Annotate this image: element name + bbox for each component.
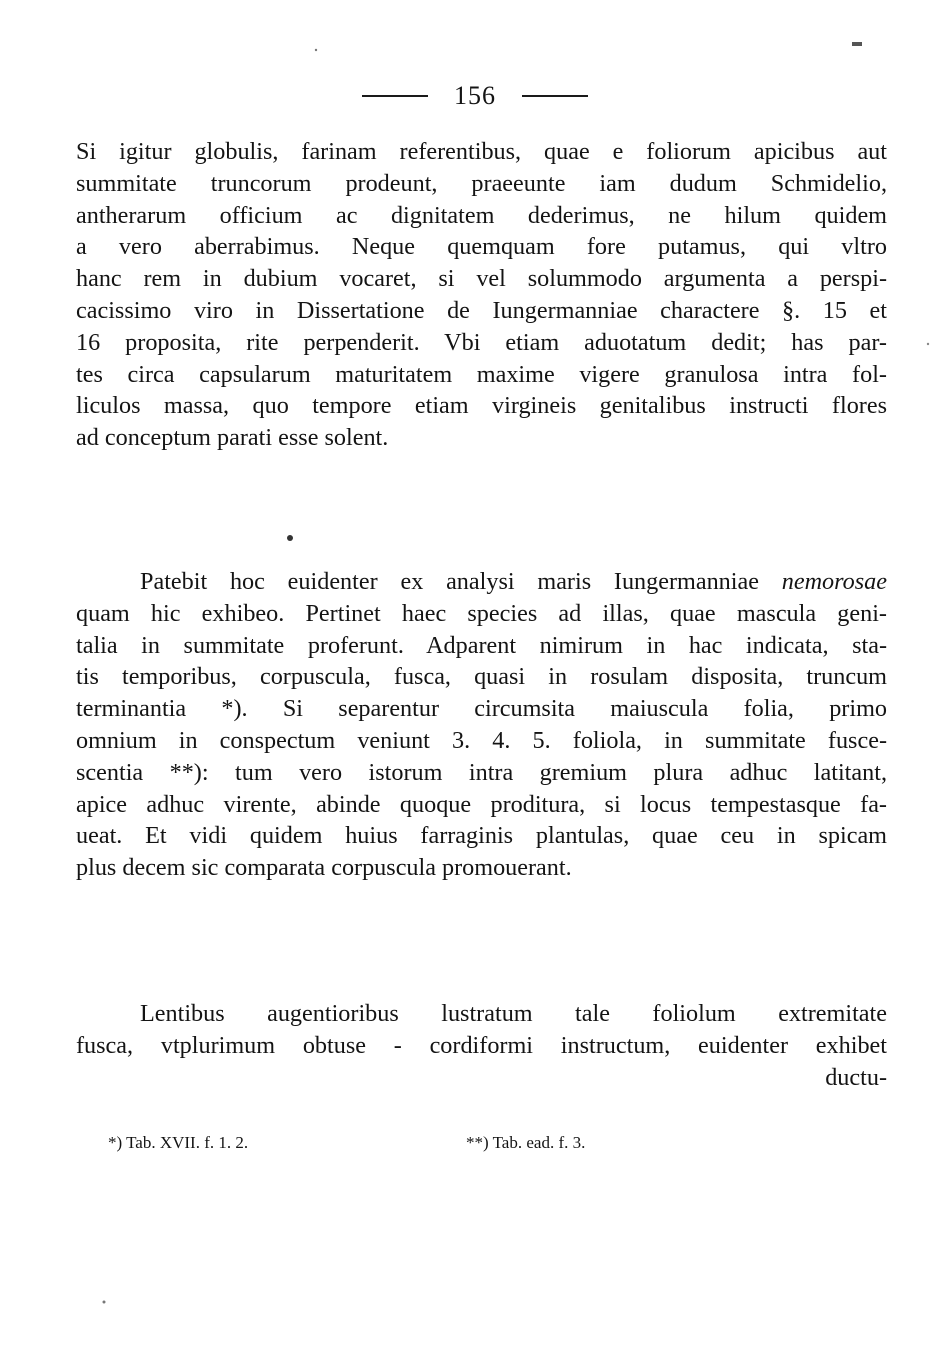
text-line: cacissimo viro in Dissertatione de Iungermanniae charactere §. 15 et bbox=[76, 296, 887, 324]
speck-mark bbox=[927, 343, 929, 345]
text-line: Lentibus augentioribus lustratum tale foliolum extremitate bbox=[140, 1000, 887, 1027]
text-line: summitate truncorum prodeunt, praeeunte iam dudum Schmidelio, bbox=[76, 169, 887, 197]
text-line: plus decem sic comparata corpuscula promouerant. bbox=[76, 854, 572, 882]
speck-mark bbox=[315, 49, 317, 51]
text-line: hanc rem in dubium vocaret, si vel solummodo argumenta a perspi- bbox=[76, 265, 887, 293]
speck-mark bbox=[852, 42, 862, 46]
italic-species-name: nemorosae bbox=[781, 568, 888, 595]
speck-mark bbox=[103, 1301, 106, 1304]
text-line: quam hic exhibeo. Pertinet haec species ad illas, quae mascula geni- bbox=[76, 599, 887, 627]
paragraph-2 bbox=[76, 566, 887, 884]
text-line: terminantia *). Si separentur circumsita maiuscula folia, primo bbox=[76, 695, 887, 723]
text-line: Si igitur globulis, farinam referentibus, quae e foliorum apicibus aut bbox=[76, 138, 887, 165]
catchword: ductu- bbox=[825, 1063, 887, 1091]
footnote-2: **) Tab. ead. f. 3. bbox=[466, 1133, 586, 1152]
text-line: tes circa capsularum maturitatem maxime vigere granulosa intra fol- bbox=[76, 360, 887, 388]
text-line: 16 proposita, rite perpenderit. Vbi etiam aduotatum dedit; has par- bbox=[76, 328, 887, 356]
text-line: scentia **): tum vero istorum intra gremium plura adhuc latitant, bbox=[76, 758, 887, 786]
footnote-1: *) Tab. XVII. f. 1. 2. bbox=[108, 1133, 249, 1152]
text-line: apice adhuc virente, abinde quoque proditura, si locus tempestasque fa- bbox=[76, 790, 887, 818]
text-line: fusca, vtplurimum obtuse - cordiformi instructum, euidenter exhibet bbox=[76, 1031, 887, 1059]
text-line-start: Patebit hoc euidenter ex analysi maris Iungermanniae bbox=[140, 568, 759, 595]
text-line: ad conceptum parati esse solent. bbox=[76, 424, 389, 452]
text-line: antherarum officium ac dignitatem dederimus, ne hilum quidem bbox=[76, 201, 887, 229]
text-line: a vero aberrabimus. Neque quemquam fore putamus, qui vltro bbox=[76, 233, 887, 261]
text-line: tis temporibus, corpuscula, fusca, quasi in rosulam disposita, truncum bbox=[76, 663, 887, 691]
header-rule-right bbox=[522, 95, 588, 97]
text-line: omnium in conspectum veniunt 3. 4. 5. foliola, in summitate fusce- bbox=[76, 726, 887, 754]
page-header bbox=[0, 76, 950, 116]
header-rule-left bbox=[362, 95, 428, 97]
speck-mark bbox=[287, 535, 293, 541]
text-line: talia in summitate proferunt. Adparent nimirum in hac indicata, sta- bbox=[76, 631, 887, 659]
text-line bbox=[76, 566, 887, 598]
paragraph-3 bbox=[76, 998, 887, 1093]
text-line: liculos massa, quo tempore etiam virgineis genitalibus instructi flores bbox=[76, 392, 887, 420]
paragraph-1 bbox=[76, 136, 887, 454]
text-line: ueat. Et vidi quidem huius farraginis plantulas, quae ceu in spicam bbox=[76, 822, 887, 850]
page-number: 156 bbox=[454, 81, 496, 110]
